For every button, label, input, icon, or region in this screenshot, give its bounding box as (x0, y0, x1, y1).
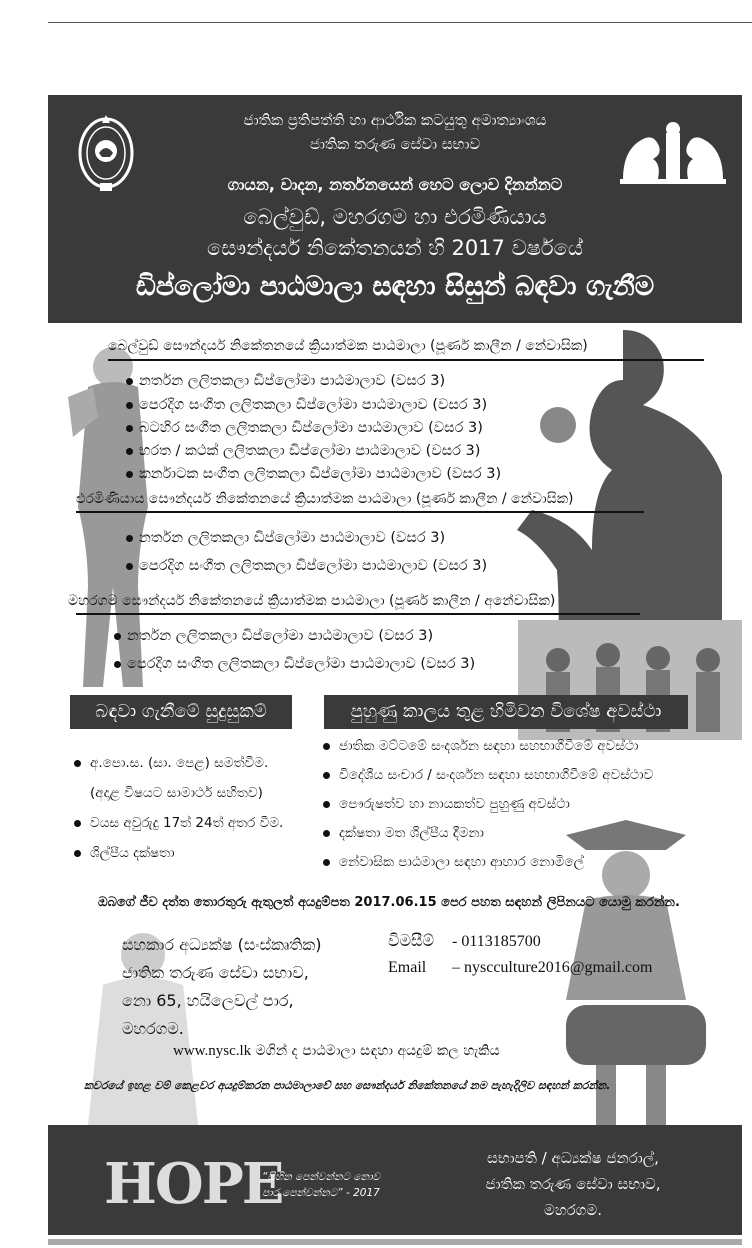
website-line (173, 1043, 500, 1060)
course-item: නර්තන ලලිතකලා ඩිප්ලෝමා පාඨමාලාව (වසර 3) (114, 628, 433, 644)
bullet-icon (126, 471, 133, 478)
course-item: නර්තන ලලිතකලා ඩිප්ලෝමා පාඨමාලාව (වසර 3) (126, 530, 445, 546)
bullet-icon (126, 535, 133, 542)
section-2-title: එරමිණියාය සෞන්දර්ය නිකේතනයේ ක්‍රියාත්මක පාඨමාලා (පූර්ණ කාලීන / නේවාසික) (76, 491, 574, 507)
section-1-title: බෙල්වුඩ් සෞන්දර්ය නිකේතනයේ ක්‍රියාත්මක පාඨමාලා (පූර්ණ කාලීන / නේවාසික) (108, 338, 588, 354)
quote (262, 1169, 380, 1201)
eligibility-item: අ.පො.ස. (සා. පෙළ) සමත්වීම. (74, 755, 268, 771)
section-2-rule (76, 511, 644, 513)
bullet-icon (126, 448, 133, 455)
course-item: පෙරදිග සංගීත ලලිතකලා ඩිප්ලෝමා පාඨමාලාව (වසර 3) (126, 558, 487, 574)
bullet-icon (74, 760, 81, 767)
address-line: මහරගම. (122, 1019, 184, 1038)
bullet-icon (74, 850, 81, 857)
eligibility-item: වයස අවුරුදු 17ත් 24ත් අතර වීම. (74, 815, 283, 831)
quote-line-2: පාර පෙන්වන්නට” - 2017 (262, 1187, 380, 1199)
organization-name: ජාතික තරුණ සේවා සභාව (309, 135, 481, 153)
bullet-icon (126, 378, 133, 385)
envelope-note: කවරයේ ඉහළ වම් කෙළවර අයදුම්කරන පාඨමාලාවේ සහ සෞන්දර්ය නිකේතනයේ නම පැහැදිලිව සඳහන් කරන්න. (84, 1079, 611, 1092)
application-instruction: ඔබගේ ජීව දත්ත තොරතුරු ඇතුලත් අයදුම්පත 2017.06.15 පෙර පහත සඳහන් ලිපිනයට යොමු කරන්න. (98, 895, 680, 910)
bullet-icon (323, 859, 330, 866)
top-rule (48, 22, 752, 23)
phone-number[interactable]: - 0113185700 (452, 933, 541, 950)
opportunity-item: ජාතික මට්ටමේ සංදර්ශන සඳහා සහභාගීවීමේ අවස්ථා (323, 738, 639, 754)
eligibility-heading: බඳවා ගැනීමේ සුදුසුකම් (70, 695, 292, 729)
quote-line-1: “සිහින පෙන්වන්නට නොව (262, 1171, 381, 1183)
bullet-icon (114, 661, 121, 668)
course-item: පෙරදිග සංගීත ලලිතකලා ඩිප්ලෝමා පාඨමාලාව (වසර 3) (114, 656, 475, 672)
bullet-icon (114, 633, 121, 640)
phone-label: විමසීම් (388, 933, 435, 950)
bullet-icon (126, 563, 133, 570)
email-label: Email (388, 959, 427, 976)
bottom-bar (48, 1239, 742, 1245)
opportunity-item: දක්ෂතා මත ශිල්පීය දීමනා (323, 825, 484, 841)
bullet-icon (323, 830, 330, 837)
opportunity-item: විදේශීය සංචාර / සංදර්ශන සඳහා සහභාගීවීමේ අවස්ථාව (323, 767, 653, 783)
eligibility-item: ශිල්පීය දක්ෂතා (74, 845, 175, 861)
course-item: කර්නාටක සංගීත ලලිතකලා ඩිප්ලෝමා පාඨමාලාව (වසර 3) (126, 466, 501, 482)
bullet-icon (323, 772, 330, 779)
signatory-org: ජාතික තරුණ සේවා සභාව, (485, 1175, 661, 1193)
signatory-place: මහරගම. (544, 1201, 602, 1219)
course-item: බටහිර සංගීත ලලිතකලා ඩිප්ලෝමා පාඨමාලාව (වසර 3) (126, 420, 483, 436)
bullet-icon (74, 820, 81, 827)
headline-title: ඩිප්ලෝමා පාඨමාලා සඳහා සිසුන් බඳවා ගැනීම (135, 271, 655, 302)
email-address[interactable]: – nyscculture2016@gmail.com (452, 959, 653, 976)
website-link[interactable]: www.nysc.lk (173, 1043, 252, 1059)
signatory-title: සභාපති / අධ්‍යක්ෂ ජනරාල්, (487, 1149, 659, 1167)
address-line: සහකාර අධ්‍යක්ෂ (සංස්කෘතික) (122, 935, 322, 954)
opportunity-item: පෞරුෂත්ව හා නායකත්ව පුහුණු අවස්ථා (323, 796, 570, 812)
address-line: නො 65, හයිලෙවල් පාර, (122, 991, 294, 1010)
bullet-icon (323, 801, 330, 808)
course-item: පෙරදිග සංගීත ලලිතකලා ඩිප්ලෝමා පාඨමාලාව (වසර 3) (126, 397, 487, 413)
course-item: නර්තන ලලිතකලා ඩිප්ලෝමා පාඨමාලාව (වසර 3) (126, 373, 445, 389)
hope-logo: HOPE (104, 1151, 283, 1217)
ministry-name: ජාතික ප්‍රතිපත්ති හා ආර්ථික කටයුතු අමාත්‍යාංශය (243, 111, 547, 129)
bullet-icon (126, 402, 133, 409)
section-3-title: මහරගම සෞන්දර්ය නිකේතනයේ ක්‍රියාත්මක පාඨමාලා (පූර්ණ කාලීන / අනේවාසික) (68, 593, 556, 609)
opportunity-item: නේවාසික පාඨමාලා සඳහා ආහාර නොමිලේ (323, 854, 584, 870)
opportunities-heading: පුහුණු කාලය තුළ හිමිවන විශේෂ අවස්ථා (324, 695, 688, 729)
eligibility-item-note: (අදාළ විෂයට සාමාර්ථ සහිතව) (90, 785, 263, 801)
footer-band (48, 1125, 742, 1235)
tagline: ගායන, වාදන, නර්තනයෙන් හෙට ලොව දිනන්නට (227, 175, 563, 194)
headline-line-2: සෞන්දර්ය නිකේතනයන් හි 2017 වර්ෂයේ (207, 236, 583, 260)
bullet-icon (126, 425, 133, 432)
address-line: ජාතික තරුණ සේවා සභාව, (122, 963, 309, 982)
headline-line-1: බෙල්වුඩ්, මහරගම හා එරමිණියාය (243, 205, 547, 229)
section-1-rule (108, 359, 704, 361)
advertisement (48, 95, 742, 1245)
course-item: භරත / කථක් ලලිතකලා ඩිප්ලෝමා පාඨමාලාව (වසර 3) (126, 443, 480, 459)
header-band (48, 95, 742, 323)
bullet-icon (323, 743, 330, 750)
website-text: මගින් ද පාඨමාලා සඳහා අයදුම් කල හැකිය (255, 1043, 500, 1059)
section-3-rule (76, 613, 640, 615)
